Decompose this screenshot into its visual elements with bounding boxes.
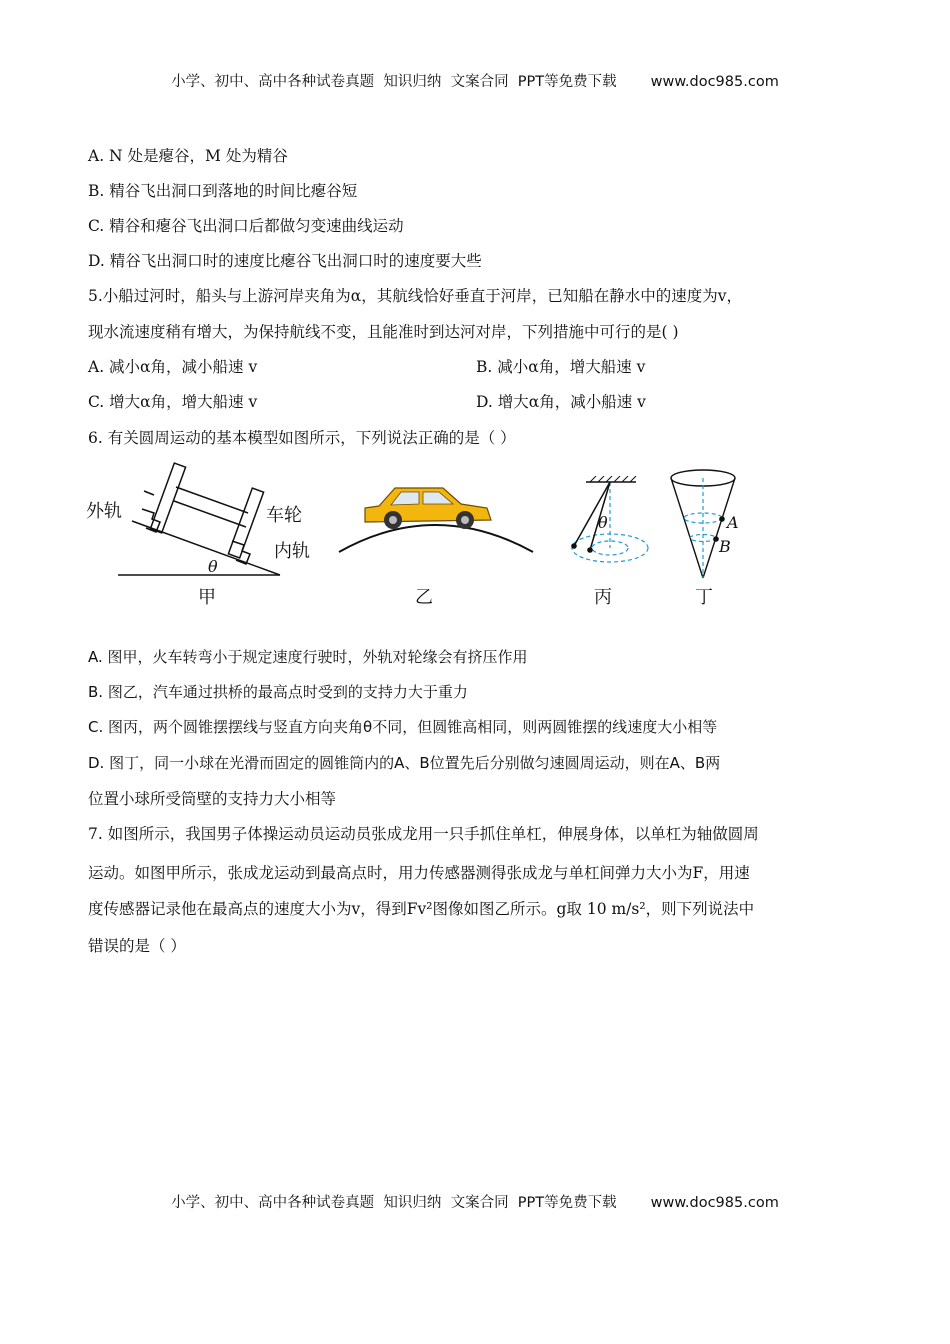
car-icon	[365, 488, 491, 529]
page-footer	[0, 1191, 950, 1212]
q7-stem-line3: 度传感器记录他在最高点的速度大小为v，得到Fv²图像如图乙所示。g取 10 m/s²，则下列说法中	[88, 900, 755, 918]
footer-url[interactable]: www.doc985.com	[650, 1195, 779, 1211]
header-url[interactable]: www.doc985.com	[650, 74, 779, 90]
q4-option-a: A. N 处是瘪谷，M 处为精谷	[88, 147, 288, 165]
caption-ding: 丁	[695, 587, 713, 608]
ding-label-a: A	[727, 513, 739, 532]
q4-option-d: D. 精谷飞出洞口时的速度比瘪谷飞出洞口时的速度要大些	[88, 252, 482, 270]
jia-inner-label: 内轨	[274, 541, 310, 562]
q5-stem-line2: 现水流速度稍有增大，为保持航线不变，且能准时到达河对岸，下列措施中可行的是( )	[88, 323, 679, 341]
header-text: 小学、初中、高中各种试卷真题 知识归纳 文案合同 PPT等免费下载	[171, 74, 617, 90]
caption-jia: 甲	[198, 587, 216, 608]
caption-yi: 乙	[415, 587, 433, 608]
q5-option-d: D. 增大α角，减小船速 v	[476, 393, 646, 411]
q4-option-b: B. 精谷飞出洞口到落地的时间比瘪谷短	[88, 182, 358, 200]
q4-option-c: C. 精谷和瘪谷飞出洞口后都做匀变速曲线运动	[88, 217, 404, 235]
q7-stem-line1: 7. 如图所示，我国男子体操运动员运动员张成龙用一只手抓住单杠，伸展身体，以单杠为轴做圆周	[88, 825, 759, 843]
q5-option-c: C. 增大α角，增大船速 v	[88, 393, 258, 411]
jia-theta-label: θ	[208, 557, 218, 576]
footer-text: 小学、初中、高中各种试卷真题 知识归纳 文案合同 PPT等免费下载	[171, 1195, 617, 1211]
jia-wheel-label: 车轮	[266, 505, 302, 526]
figure-ding-cone	[665, 466, 775, 610]
ding-label-b: B	[719, 537, 731, 556]
q5-option-b: B. 减小α角，增大船速 v	[476, 358, 646, 376]
q6-option-a: A. 图甲，火车转弯小于规定速度行驶时，外轨对轮缘会有挤压作用	[88, 648, 528, 666]
q5-stem-line1: 5.小船过河时，船头与上游河岸夹角为α，其航线恰好垂直于河岸，已知船在静水中的速度为v，	[88, 287, 743, 305]
bing-theta-label: θ	[598, 513, 608, 532]
figure-bing-conical-pendulum	[560, 476, 665, 610]
figure-yi-arched-bridge	[335, 470, 540, 610]
q6-option-c: C. 图丙，两个圆锥摆摆线与竖直方向夹角θ不同，但圆锥高相同，则两圆锥摆的线速度大小相等	[88, 718, 718, 736]
jia-outer-label: 外轨	[86, 501, 122, 522]
q5-option-a: A. 减小α角，减小船速 v	[88, 358, 258, 376]
q6-stem: 6. 有关圆周运动的基本模型如图所示，下列说法正确的是（ ）	[88, 429, 516, 447]
q7-stem-line2: 运动。如图甲所示，张成龙运动到最高点时，用力传感器测得张成龙与单杠间弹力大小为F，用速	[88, 864, 750, 882]
q6-option-b: B. 图乙，汽车通过拱桥的最高点时受到的支持力大于重力	[88, 683, 468, 701]
caption-bing: 丙	[594, 587, 612, 608]
q6-option-d-line1: D. 图丁，同一小球在光滑而固定的圆锥筒内的A、B位置先后分别做匀速圆周运动，则在A、B两	[88, 754, 721, 772]
figure-jia-banked-track	[80, 455, 330, 610]
q7-stem-line4: 错误的是（ ）	[88, 937, 186, 955]
q6-option-d-line2: 位置小球所受筒壁的支持力大小相等	[88, 790, 337, 808]
page-header	[0, 70, 950, 91]
